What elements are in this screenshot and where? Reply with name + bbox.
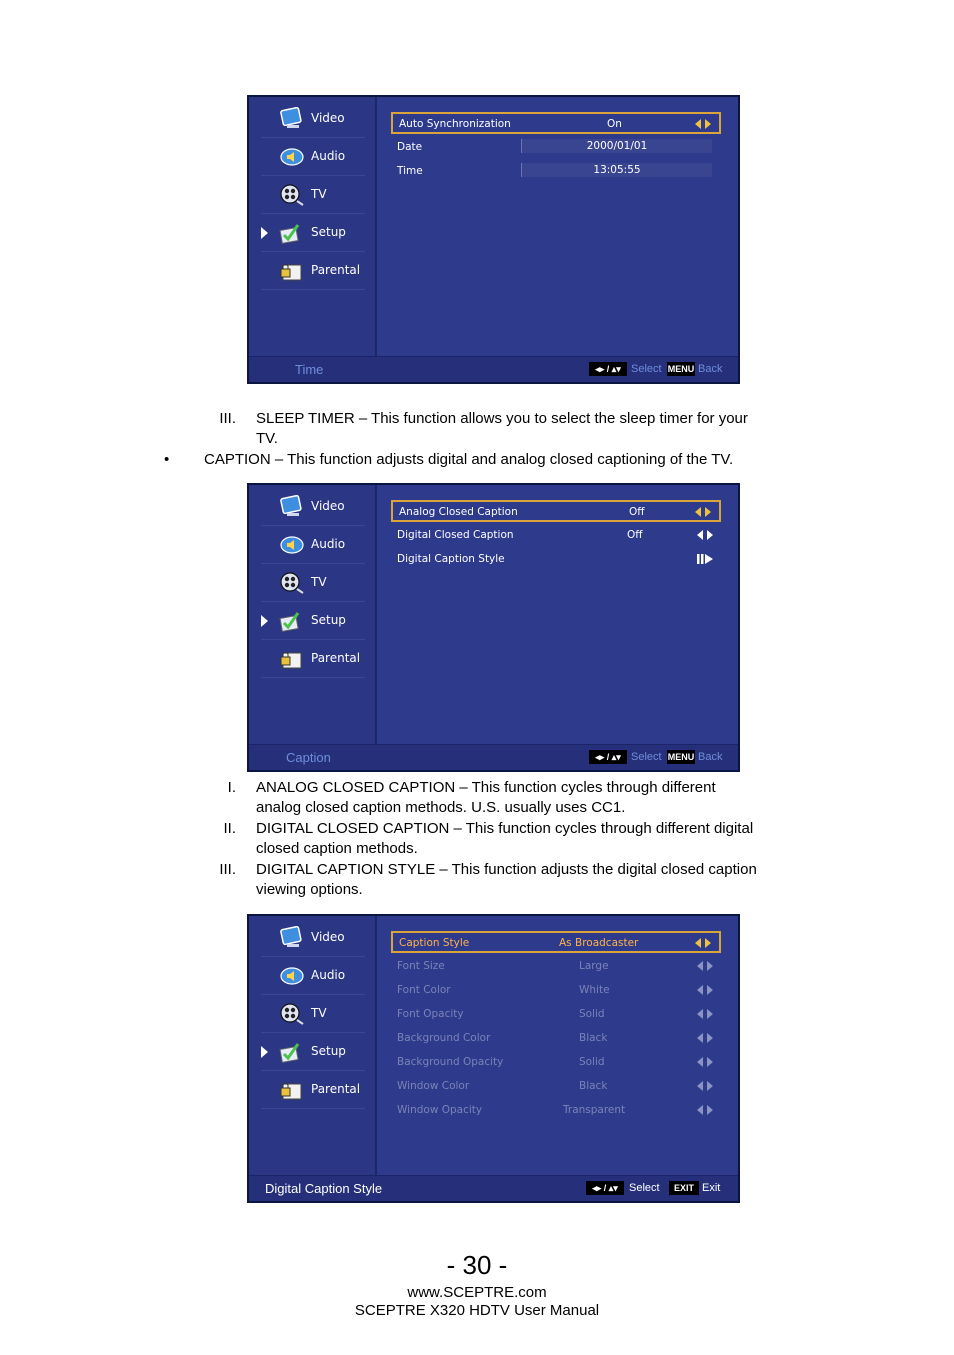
parental-lock-icon (279, 1078, 305, 1102)
row-label: Digital Closed Caption (397, 529, 514, 541)
parental-lock-icon (279, 259, 305, 283)
sidebar-item-setup[interactable] (261, 1034, 365, 1071)
select-hint: Select (631, 363, 662, 375)
left-right-arrows-icon (697, 961, 713, 971)
digital-caption-style-row[interactable] (391, 549, 721, 571)
caption-style-row[interactable] (391, 931, 721, 953)
speaker-icon (279, 145, 305, 169)
sidebar-item-parental[interactable] (261, 1072, 365, 1109)
row-value: Black (579, 1080, 608, 1092)
setup-checkmark-icon (279, 221, 305, 245)
sidebar-item-setup[interactable] (261, 215, 365, 252)
footer-title: Time (295, 362, 324, 377)
settings-panel (377, 916, 738, 1178)
row-label: Auto Synchronization (399, 118, 511, 130)
sidebar-item-parental[interactable] (261, 641, 365, 678)
digital-caption-text: DIGITAL CLOSED CAPTION – This function cycles through different digital (256, 820, 754, 837)
selected-arrow-icon (261, 1046, 268, 1058)
website-url: www.SCEPTRE.com (407, 1284, 547, 1301)
row-value: Transparent (563, 1104, 626, 1116)
left-right-arrows-icon (697, 1033, 713, 1043)
speaker-icon (279, 964, 305, 988)
manual-title: SCEPTRE X320 HDTV User Manual (354, 1302, 600, 1319)
row-value: Solid (579, 1008, 605, 1020)
enter-submenu-icon (697, 554, 713, 564)
caption-style-text: DIGITAL CAPTION STYLE – This function adjusts the digital closed caption (256, 861, 757, 878)
settings-panel (377, 97, 738, 359)
sidebar-item-video[interactable] (261, 920, 365, 957)
sidebar-item-tv[interactable] (261, 565, 365, 602)
list-number: III. (219, 410, 236, 427)
sidebar-item-label: TV (311, 1006, 327, 1020)
font-color-row[interactable] (391, 980, 721, 1002)
video-icon (279, 107, 305, 131)
row-label: Digital Caption Style (397, 553, 505, 565)
sidebar-item-parental[interactable] (261, 253, 365, 290)
footer-title: Digital Caption Style (265, 1181, 383, 1196)
window-opacity-row[interactable] (391, 1100, 721, 1122)
row-label: Font Opacity (397, 1008, 464, 1020)
row-value: Black (579, 1032, 608, 1044)
background-color-row[interactable] (391, 1028, 721, 1050)
footer-bar (249, 744, 738, 770)
navigation-keys-icon: ◂▸ / ▴▾ (589, 750, 627, 764)
sidebar-item-label: Setup (311, 225, 346, 239)
film-reel-icon (279, 183, 305, 207)
row-label: Font Color (397, 984, 451, 996)
sleep-timer-text-cont: TV. (256, 430, 278, 447)
sidebar-item-label: Parental (311, 651, 361, 665)
analog-caption-text: ANALOG CLOSED CAPTION – This function cycles through different (256, 779, 716, 796)
caption-text: CAPTION – This function adjusts digital and analog closed captioning of the TV. (204, 451, 734, 468)
row-value: White (579, 984, 610, 996)
left-right-arrows-icon (697, 530, 713, 540)
background-opacity-row[interactable] (391, 1052, 721, 1074)
video-icon (279, 926, 305, 950)
row-value: As Broadcaster (559, 937, 639, 949)
left-right-arrows-icon (697, 985, 713, 995)
window-color-row[interactable] (391, 1076, 721, 1098)
list-number: III. (219, 861, 236, 878)
left-right-arrows-icon (695, 507, 711, 517)
analog-caption-text-cont: analog closed caption methods. U.S. usually uses CC1. (256, 799, 626, 816)
setup-caption-screen (247, 483, 740, 772)
sidebar-item-label: TV (311, 575, 327, 589)
sidebar-item-audio[interactable] (261, 958, 365, 995)
exit-key: EXIT (669, 1181, 699, 1195)
setup-checkmark-icon (279, 1040, 305, 1064)
row-value: Off (627, 529, 643, 541)
sidebar-item-label: Setup (311, 613, 346, 627)
sidebar-item-tv[interactable] (261, 177, 365, 214)
list-number: II. (223, 820, 236, 837)
sidebar-item-video[interactable] (261, 101, 365, 138)
date-row[interactable] (391, 137, 721, 159)
footer-bar (249, 356, 738, 382)
left-right-arrows-icon (697, 1009, 713, 1019)
row-label: Window Opacity (397, 1104, 483, 1116)
list-number: I. (227, 779, 236, 796)
menu-key: MENU (667, 752, 695, 762)
sidebar-item-label: Audio (311, 537, 346, 551)
row-label: Window Color (397, 1080, 470, 1092)
sidebar-item-setup[interactable] (261, 603, 365, 640)
parental-lock-icon (279, 647, 305, 671)
sidebar-item-video[interactable] (261, 489, 365, 526)
sidebar-item-label: TV (311, 187, 327, 201)
sidebar-item-label: Setup (311, 1044, 346, 1058)
auto-sync-row[interactable] (391, 112, 721, 134)
row-label: Time (397, 165, 423, 177)
font-size-row[interactable] (391, 956, 721, 978)
setup-checkmark-icon (279, 609, 305, 633)
navigation-keys-icon: ◂▸ / ▴▾ (589, 362, 627, 376)
sidebar-item-label: Parental (311, 263, 361, 277)
sidebar-item-label: Audio (311, 968, 346, 982)
row-value: 13:05:55 (593, 164, 641, 176)
exit-hint: Exit (702, 1182, 721, 1194)
analog-closed-caption-row[interactable] (391, 500, 721, 522)
row-label: Background Opacity (397, 1056, 504, 1068)
row-label: Font Size (397, 960, 445, 972)
row-value: On (607, 118, 622, 130)
settings-panel (377, 485, 738, 747)
row-value: 2000/01/01 (586, 140, 648, 152)
setup-time-screen (247, 95, 740, 384)
digital-caption-style-screen (247, 914, 740, 1203)
video-icon (279, 495, 305, 519)
sidebar-item-label: Video (311, 499, 345, 513)
sidebar-menu (249, 485, 377, 747)
select-hint: Select (631, 751, 662, 763)
digital-closed-caption-row[interactable] (391, 525, 721, 547)
sidebar-item-label: Video (311, 930, 345, 944)
select-hint: Select (629, 1182, 660, 1194)
sidebar-menu (249, 97, 377, 359)
sidebar-item-label: Audio (311, 149, 346, 163)
back-hint: Back (698, 751, 723, 763)
left-right-arrows-icon (697, 1105, 713, 1115)
back-hint: Back (698, 363, 723, 375)
sidebar-item-label: Parental (311, 1082, 361, 1096)
font-opacity-row[interactable] (391, 1004, 721, 1026)
sidebar-item-audio[interactable] (261, 527, 365, 564)
caption-style-text-cont: viewing options. (256, 881, 363, 898)
sidebar-menu (249, 916, 377, 1178)
menu-key: MENU (667, 364, 695, 374)
page-number: - 30 - (446, 1250, 508, 1280)
row-value: Off (629, 506, 645, 518)
sidebar-item-label: Video (311, 111, 345, 125)
digital-caption-text-cont: closed caption methods. (256, 840, 418, 857)
left-right-arrows-icon (697, 1057, 713, 1067)
selected-arrow-icon (261, 615, 268, 627)
sleep-timer-text: SLEEP TIMER – This function allows you to select the sleep timer for your (256, 410, 748, 427)
row-label: Background Color (397, 1032, 491, 1044)
sidebar-item-audio[interactable] (261, 139, 365, 176)
left-right-arrows-icon (697, 1081, 713, 1091)
time-field[interactable] (521, 163, 712, 177)
row-value: Solid (579, 1056, 605, 1068)
left-right-arrows-icon (695, 119, 711, 129)
sidebar-item-tv[interactable] (261, 996, 365, 1033)
date-field[interactable] (521, 139, 712, 153)
footer-title: Caption (286, 750, 331, 765)
bullet-symbol: • (164, 451, 170, 468)
speaker-icon (279, 533, 305, 557)
film-reel-icon (279, 1002, 305, 1026)
row-label: Analog Closed Caption (399, 506, 518, 518)
row-label: Date (397, 141, 423, 153)
footer-bar (249, 1175, 738, 1201)
left-right-arrows-icon (695, 938, 711, 948)
selected-arrow-icon (261, 227, 268, 239)
navigation-keys-icon: ◂▸ / ▴▾ (586, 1181, 624, 1195)
time-row[interactable] (391, 161, 721, 183)
row-label: Caption Style (399, 937, 470, 949)
film-reel-icon (279, 571, 305, 595)
row-value: Large (579, 960, 609, 972)
